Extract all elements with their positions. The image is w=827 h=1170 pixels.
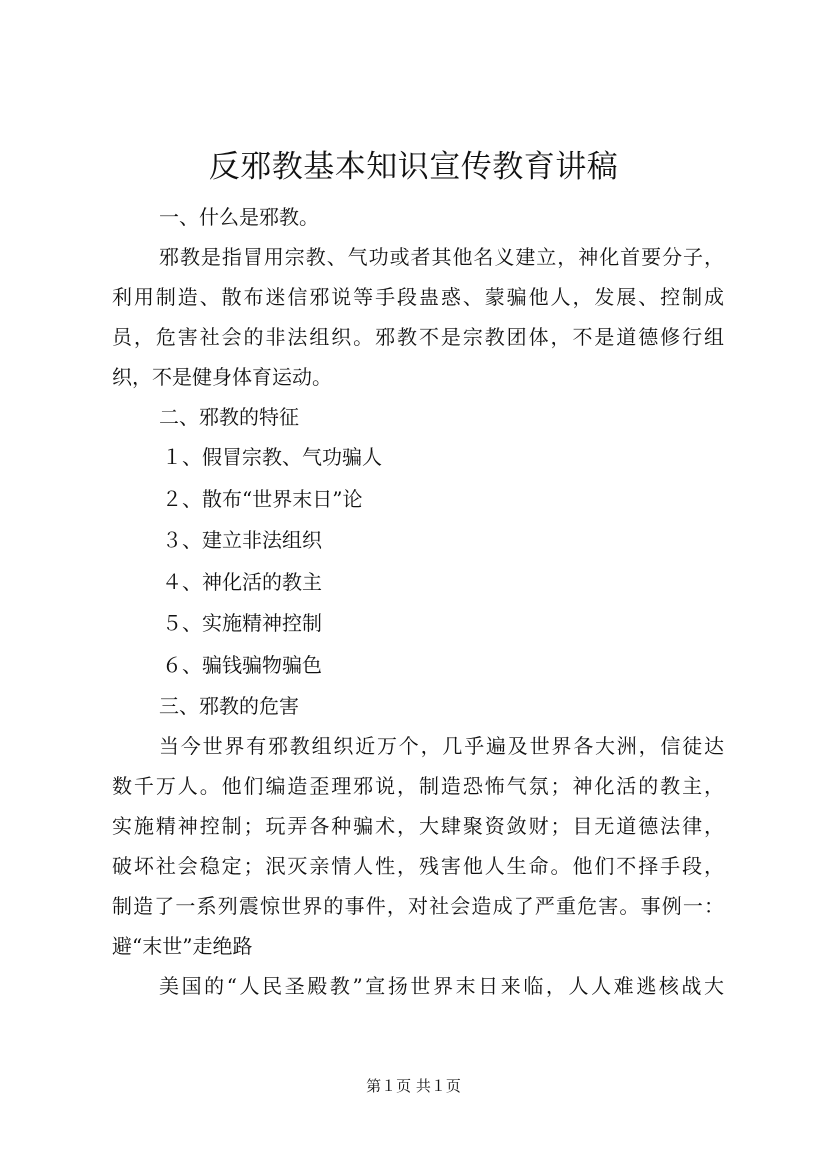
- list-item: ４、神化活的教主: [162, 569, 322, 594]
- paragraph-line: 邪教是指冒用宗教、气功或者其他名义建立，神化首要分子，: [159, 245, 724, 269]
- paragraph-line: 避“末世”走绝路: [112, 934, 253, 958]
- paragraph-line: 织，不是健身体育运动。: [112, 365, 332, 389]
- document-title: 反邪教基本知识宣传教育讲稿: [208, 149, 619, 185]
- paragraph-line: 破坏社会稳定；泯灭亲情人性，残害他人生命。他们不择手段，: [112, 854, 724, 878]
- list-item: ３、建立非法组织: [162, 528, 322, 552]
- paragraph-line: 利用制造、散布迷信邪说等手段蛊惑、蒙骗他人，发展、控制成: [112, 285, 724, 309]
- section-heading-what-is-cult: 一、什么是邪教。: [159, 205, 319, 229]
- paragraph-line: 美国的“人民圣殿教”宣扬世界末日来临，人人难逃核战大: [159, 974, 724, 998]
- paragraph-line: 数千万人。他们编造歪理邪说，制造恐怖气氛；神化活的教主，: [112, 774, 724, 798]
- section-heading-characteristics: 二、邪教的特征: [159, 405, 299, 429]
- paragraph-line: 员，危害社会的非法组织。邪教不是宗教团体，不是道德修行组: [112, 325, 724, 349]
- list-item: １、假冒宗教、气功骗人: [162, 445, 382, 469]
- list-item: ２、散布“世界末日”论: [162, 486, 363, 511]
- list-item: ６、骗钱骗物骗色: [162, 652, 322, 677]
- section-heading-harms: 三、邪教的危害: [159, 694, 299, 718]
- paragraph-line: 实施精神控制；玩弄各种骗术，大肆聚资敛财；目无道德法律，: [112, 814, 724, 838]
- document-body: [112, 197, 724, 1006]
- paragraph-line: 制造了一系列震惊世界的事件，对社会造成了严重危害。事例一：: [112, 894, 724, 918]
- list-item: ５、实施精神控制: [162, 611, 322, 635]
- page-footer: 第１页 共１页: [366, 1077, 461, 1095]
- paragraph-line: 当今世界有邪教组织近万个，几乎遍及世界各大洲，信徒达: [159, 734, 724, 758]
